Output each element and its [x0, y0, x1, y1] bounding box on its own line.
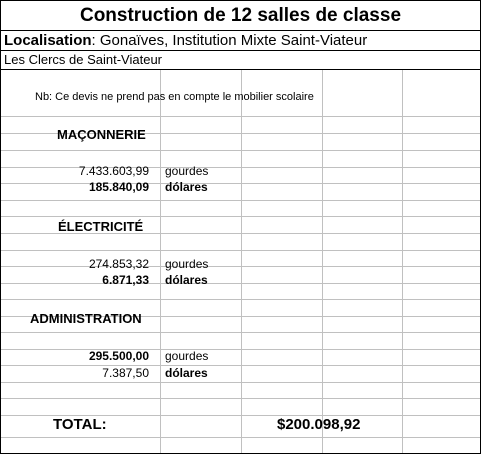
grid-row-line — [1, 398, 480, 399]
grid-row-line — [1, 200, 480, 201]
section-heading-maconnerie: MAÇONNERIE — [57, 127, 146, 142]
organization-subtitle: Les Clercs de Saint-Viateur — [1, 51, 480, 70]
grid-row-line — [1, 299, 480, 300]
administration-gourdes-label: gourdes — [165, 349, 209, 363]
grid-row-line — [1, 332, 480, 333]
electricite-gourdes-amount: 274.853,32 — [88, 257, 149, 271]
grid-row-line — [1, 216, 480, 217]
electricite-dollars-amount: 6.871,33 — [102, 273, 149, 287]
grid-row-line — [1, 150, 480, 151]
location-value: : Gonaïves, Institution Mixte Saint-Viateur — [91, 32, 368, 49]
maconnerie-dollars-amount: 185.840,09 — [88, 180, 149, 194]
electricite-dollars-label: dólares — [165, 273, 208, 287]
grid-row-line — [1, 437, 480, 438]
section-heading-electricite: ÉLECTRICITÉ — [58, 219, 144, 234]
grid-column-line — [241, 70, 242, 453]
location-row — [1, 31, 480, 51]
administration-gourdes-amount: 295.500,00 — [88, 349, 149, 363]
administration-dollars-amount: 7.387,50 — [102, 366, 149, 380]
administration-dollars-label: dólares — [165, 366, 208, 380]
electricite-gourdes-label: gourdes — [165, 257, 209, 271]
total-value: $200.098,92 — [277, 416, 361, 433]
grid-row-line — [1, 116, 480, 117]
location-label: Localisation — [4, 32, 92, 49]
document-title: Construction de 12 salles de classe — [1, 1, 480, 31]
grid-column-line — [160, 70, 161, 453]
total-label: TOTAL: — [53, 416, 107, 433]
maconnerie-gourdes-label: gourdes — [165, 164, 209, 178]
grid-row-line — [1, 250, 480, 251]
maconnerie-dollars-label: dólares — [165, 180, 208, 194]
maconnerie-gourdes-amount: 7.433.603,99 — [78, 164, 149, 178]
furniture-exclusion-note: Nb: Ce devis ne prend pas en compte le mobilier scolaire — [35, 91, 314, 103]
grid-column-line — [402, 70, 403, 453]
section-heading-administration: ADMINISTRATION — [30, 311, 142, 326]
grid-row-line — [1, 382, 480, 383]
budget-grid — [1, 70, 480, 453]
grid-column-line — [322, 70, 323, 453]
